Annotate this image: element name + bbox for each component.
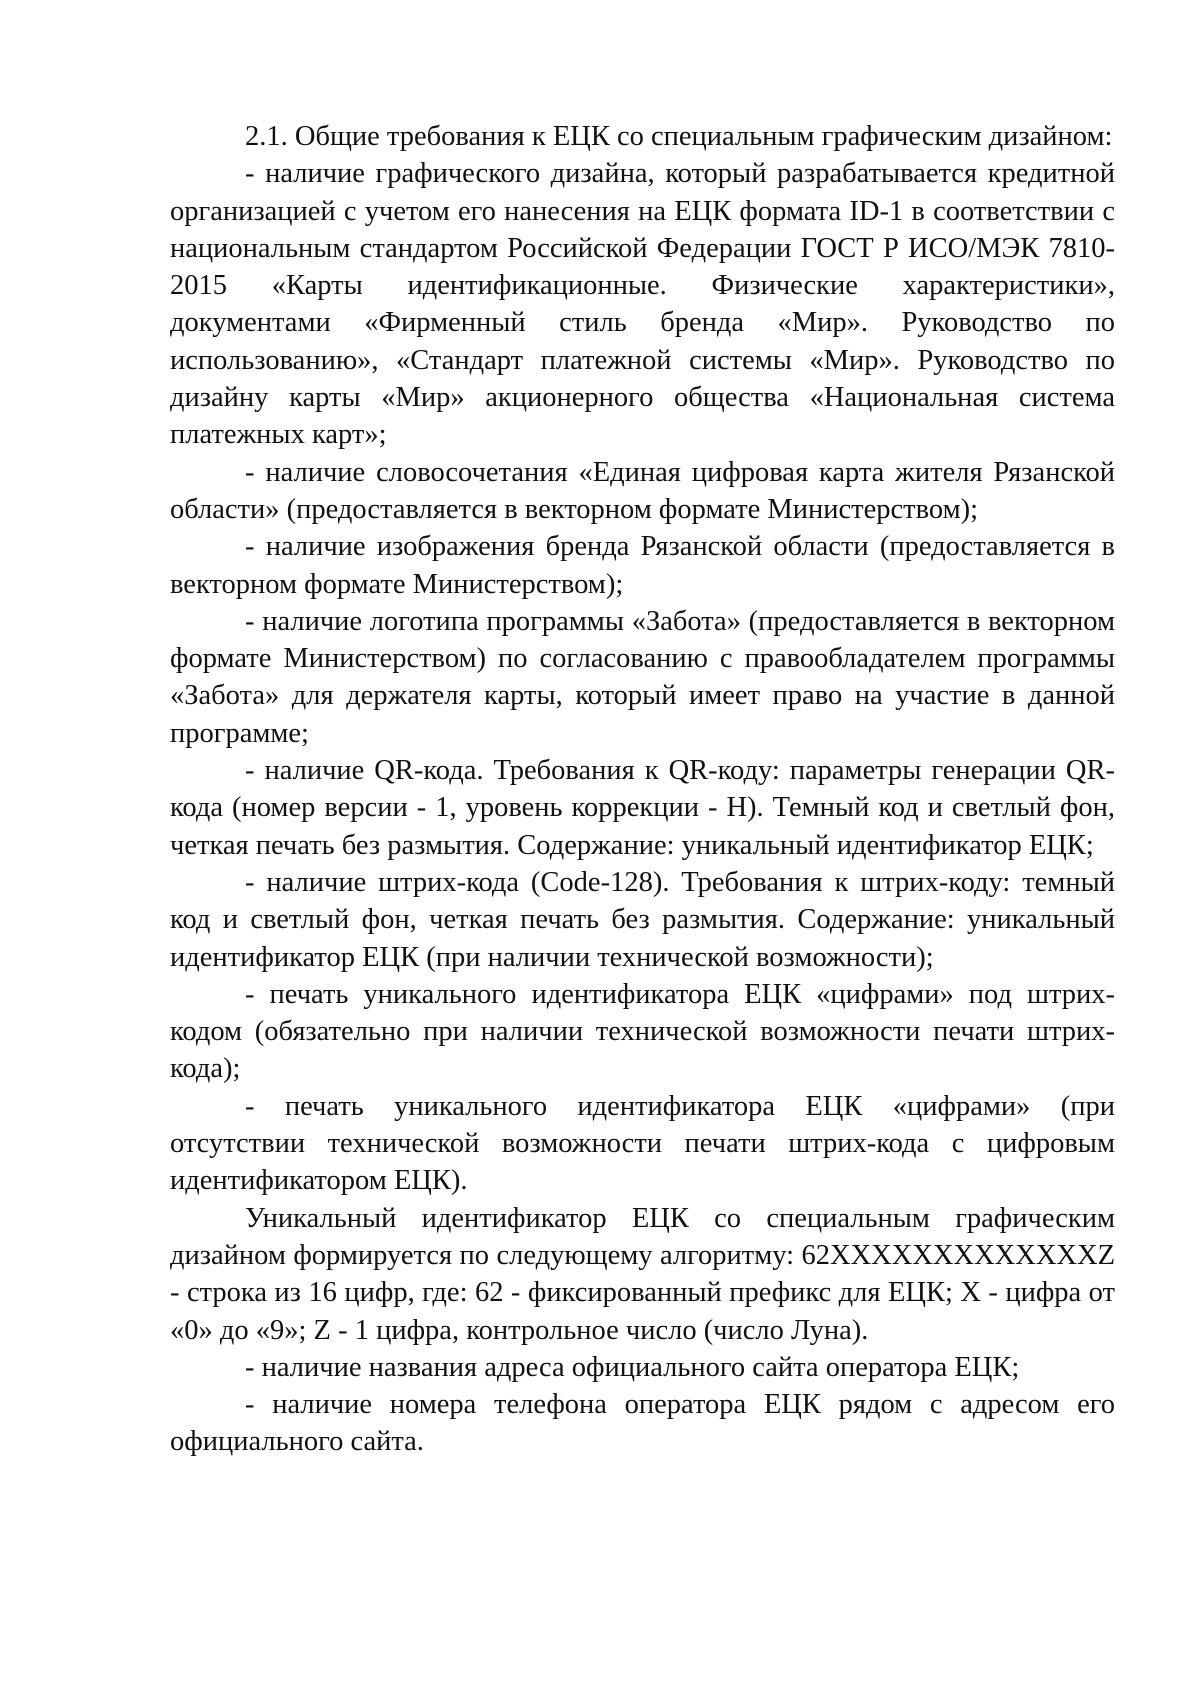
paragraph-brand-image: - наличие изображения бренда Рязанской области (предоставляется в векторном формате Министерством); — [170, 531, 1115, 600]
paragraph-graphic-design: - наличие графического дизайна, который разрабатывается кредитной организацией с учетом его нанесения на ЕЦК формата ID-1 в соответствии с национальным стандартом Российской Федерации ГОСТ Р ИСО/МЭК 7810-2015 «Карты идентификационные. Физические характеристики», документами «Фирменный стиль бренда «Мир». Руководство по использованию», «Стандарт платежной системы «Мир». Руководство по дизайну карты «Мир» акционерного общества «Национальная система платежных карт»; — [170, 158, 1115, 451]
paragraph-website: - наличие названия адреса официального сайта оператора ЕЦК; — [245, 1351, 1020, 1383]
paragraph-barcode: - наличие штрих-кода (Code-128). Требования к штрих-коду: темный код и светлый фон, четкая печать без размытия. Содержание: уникальный идентификатор ЕЦК (при наличии технической возможности); — [170, 866, 1115, 973]
paragraph-qr-code: - наличие QR-кода. Требования к QR-коду: параметры генерации QR-кода (номер версии - 1, уровень коррекции - H). Темный код и светлый фон, четкая печать без размытия. Содержание: уникальный идентификатор ЕЦК; — [170, 755, 1115, 861]
paragraph-phrase: - наличие словосочетания «Единая цифровая карта жителя Рязанской области» (предоставляется в векторном формате Министерством); — [170, 456, 1115, 525]
paragraph-print-digits: - печать уникального идентификатора ЕЦК «цифрами» (при отсутствии технической возможности печати штрих-кода с цифровым идентификатором ЕЦК). — [170, 1090, 1115, 1197]
document-body — [170, 118, 1115, 1461]
paragraph-identifier-algorithm: Уникальный идентификатор ЕЦК со специальным графическим дизайном формируется по следующему алгоритму: 62XXXXXXXXXXXXXZ - строка из 16 цифр, где: 62 - фиксированный префикс для ЕЦК; X - цифра от «0» до «9»; Z - 1 цифра, контрольное число (число Луна). — [170, 1202, 1115, 1346]
section-heading: 2.1. Общие требования к ЕЦК со специальным графическим дизайном: — [245, 121, 1113, 152]
paragraph-phone: - наличие номера телефона оператора ЕЦК рядом с адресом его официального сайта. — [170, 1389, 1115, 1458]
paragraph-print-under-barcode: - печать уникального идентификатора ЕЦК «цифрами» под штрих-кодом (обязательно при наличии технической возможности печати штрих-кода); — [170, 978, 1115, 1085]
paragraph-logo: - наличие логотипа программы «Забота» (предоставляется в векторном формате Министерством) по согласованию с правообладателем программы «Забота» для держателя карты, который имеет право на участие в данной программе; — [170, 605, 1115, 749]
